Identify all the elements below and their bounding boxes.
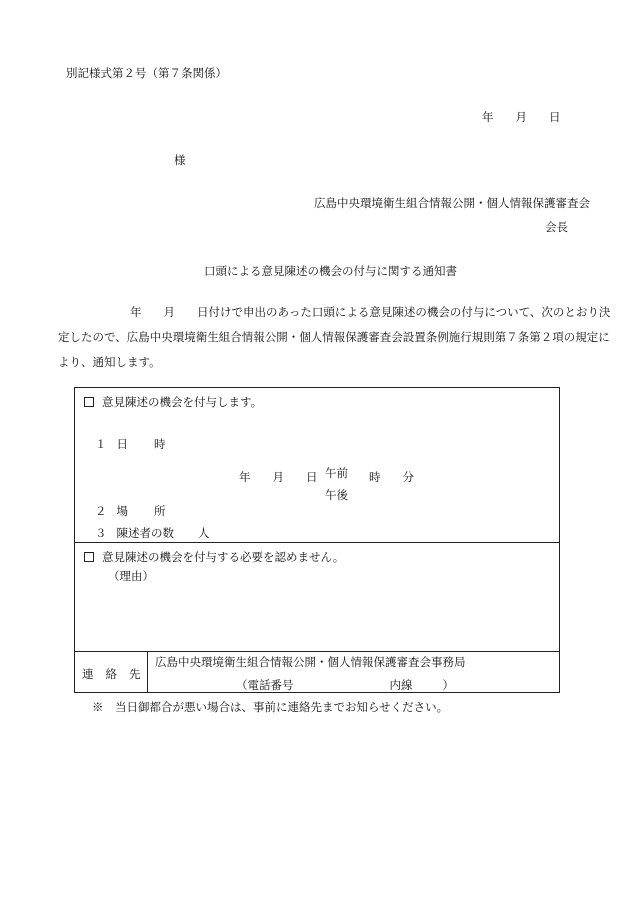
body-line-1 <box>86 300 611 325</box>
item3-unit: 人 <box>198 526 210 540</box>
pm-label[interactable]: 午後 <box>325 488 348 502</box>
contact-label-b: 絡 <box>105 667 117 681</box>
body-paragraph <box>58 300 611 375</box>
time-fields <box>369 472 414 484</box>
contact-label <box>82 669 141 681</box>
body-line-1-text: 日付けで申出のあった口頭による意見陳述の機会の付与について、次のとおり決 <box>197 305 611 319</box>
dt-month: 月 <box>272 470 284 484</box>
dt-minute: 分 <box>402 470 414 484</box>
addressee-suffix: 様 <box>174 153 186 167</box>
contact-column-divider <box>147 651 148 693</box>
body-month: 月 <box>163 305 175 319</box>
contact-ext-label: 内線 <box>389 678 413 692</box>
item-datetime <box>95 439 166 451</box>
dt-day: 日 <box>306 470 318 484</box>
item2-label-b: 所 <box>154 504 166 518</box>
dt-hour: 時 <box>369 470 381 484</box>
contact-phone-label: （電話番号 <box>236 678 294 692</box>
contact-label-a: 連 <box>82 667 94 681</box>
option-deny-label: 意見陳述の機会を付与する必要を認めません。 <box>102 550 345 564</box>
contact-phone <box>236 680 454 692</box>
sender-organization: 広島中央環境衛生組合情報公開・個人情報保護審査会 <box>314 196 590 210</box>
item-place <box>95 506 166 518</box>
document-title: 口頭による意見陳述の機会の付与に関する通知書 <box>204 264 457 278</box>
body-line-2: 定したので、広島中央環境衛生組合情報公開・個人情報保護審査会設置条例施行規則第７条第２項の規定に <box>58 330 610 344</box>
footnote: ※ 当日御都合が悪い場合は、事前に連絡先までお知らせください。 <box>92 700 449 714</box>
section-divider <box>75 542 559 543</box>
item-speaker-count <box>95 528 210 540</box>
item3-number: ３ <box>95 526 107 540</box>
reason-label: （理由） <box>108 569 154 583</box>
am-label[interactable]: 午前 <box>325 466 348 480</box>
contact-label-c: 先 <box>129 667 141 681</box>
date-day: 日 <box>549 110 561 124</box>
item2-label-a: 場 <box>116 504 128 518</box>
form-number: 別記様式第２号（第７条関係） <box>66 66 227 80</box>
contact-close-paren: ） <box>442 678 454 692</box>
option-grant <box>84 397 262 409</box>
item1-label-a: 日 <box>116 437 128 451</box>
dt-year: 年 <box>239 470 251 484</box>
issue-date <box>482 112 561 124</box>
datetime-fields <box>239 472 318 484</box>
contact-organization: 広島中央環境衛生組合情報公開・個人情報保護審査会事務局 <box>155 655 466 669</box>
notice-form-table <box>74 387 560 693</box>
option-grant-label: 意見陳述の機会を付与します。 <box>102 395 263 409</box>
date-month: 月 <box>515 110 527 124</box>
item2-number: ２ <box>95 504 107 518</box>
body-line-3: より、通知します。 <box>58 355 161 369</box>
body-year: 年 <box>130 305 142 319</box>
item3-label: 陳述者の数 <box>116 526 174 540</box>
am-pm-choice <box>325 462 348 506</box>
date-year: 年 <box>482 110 494 124</box>
item1-number: １ <box>95 437 107 451</box>
grant-checkbox[interactable] <box>84 397 94 407</box>
deny-checkbox[interactable] <box>84 552 94 562</box>
option-deny <box>84 552 344 564</box>
sender-title: 会長 <box>545 220 568 234</box>
item1-label-b: 時 <box>154 437 166 451</box>
